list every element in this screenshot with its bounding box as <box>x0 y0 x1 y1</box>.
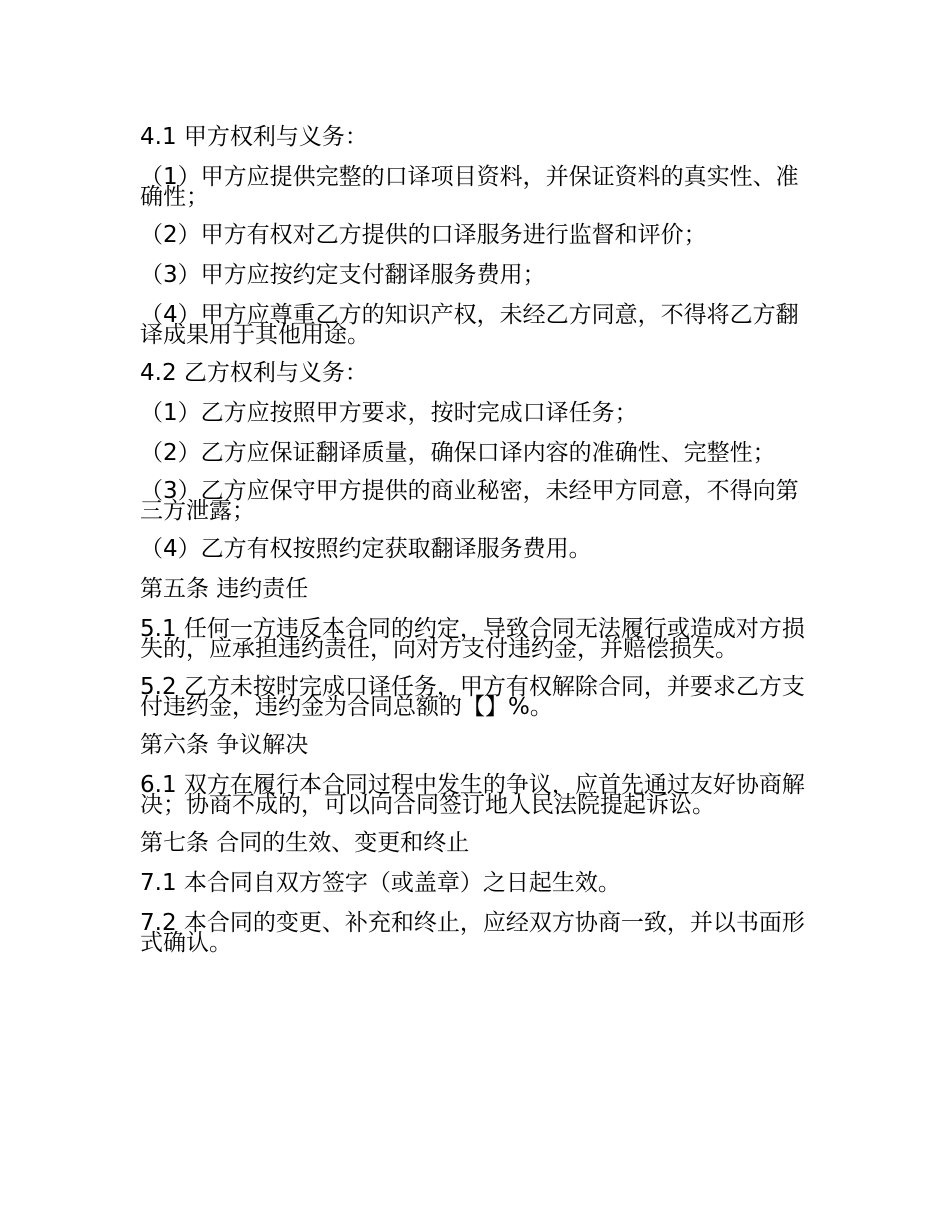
article-5-heading: 第五条 违约责任 <box>140 576 309 602</box>
clause-5-1: 5.1 任何一方违反本合同的约定，导致合同无法履行或造成对方损失的，应承担违约责任，向对方支付违约金，并赔偿损失。 <box>140 616 805 662</box>
clause-4-1-2: （2）甲方有权对乙方提供的口译服务进行监督和评价； <box>140 222 707 248</box>
clause-4-2-1: （1）乙方应按照甲方要求，按时完成口译任务； <box>140 400 638 426</box>
clause-4-2-2: （2）乙方应保证翻译质量，确保口译内容的准确性、完整性； <box>140 440 776 466</box>
clause-4-1-3: （3）甲方应按约定支付翻译服务费用； <box>140 262 546 288</box>
clause-4-2-4: （4）乙方有权按照约定获取翻译服务费用。 <box>140 536 592 562</box>
section-4-1-heading: 4.1 甲方权利与义务： <box>140 124 368 150</box>
clause-4-2-3: （3）乙方应保守甲方提供的商业秘密，未经甲方同意，不得向第三方泄露； <box>140 478 799 524</box>
clause-4-1-4: （4）甲方应尊重乙方的知识产权，未经乙方同意，不得将乙方翻译成果用于其他用途。 <box>140 302 799 348</box>
article-6-heading: 第六条 争议解决 <box>140 732 309 758</box>
clause-5-2: 5.2 乙方未按时完成口译任务，甲方有权解除合同，并要求乙方支付违约金，违约金为合同总额的【】%。 <box>140 674 805 720</box>
clause-7-2: 7.2 本合同的变更、补充和终止，应经双方协商一致，并以书面形式确认。 <box>140 910 805 956</box>
clause-4-1-1: （1）甲方应提供完整的口译项目资料，并保证资料的真实性、准确性； <box>140 164 799 210</box>
clause-7-1: 7.1 本合同自双方签字（或盖章）之日起生效。 <box>140 870 621 896</box>
document-page <box>140 124 808 971</box>
section-4-2-heading: 4.2 乙方权利与义务： <box>140 360 368 386</box>
article-7-heading: 第七条 合同的生效、变更和终止 <box>140 830 470 856</box>
clause-6-1: 6.1 双方在履行本合同过程中发生的争议，应首先通过友好协商解决；协商不成的，可以向合同签订地人民法院提起诉讼。 <box>140 772 805 818</box>
